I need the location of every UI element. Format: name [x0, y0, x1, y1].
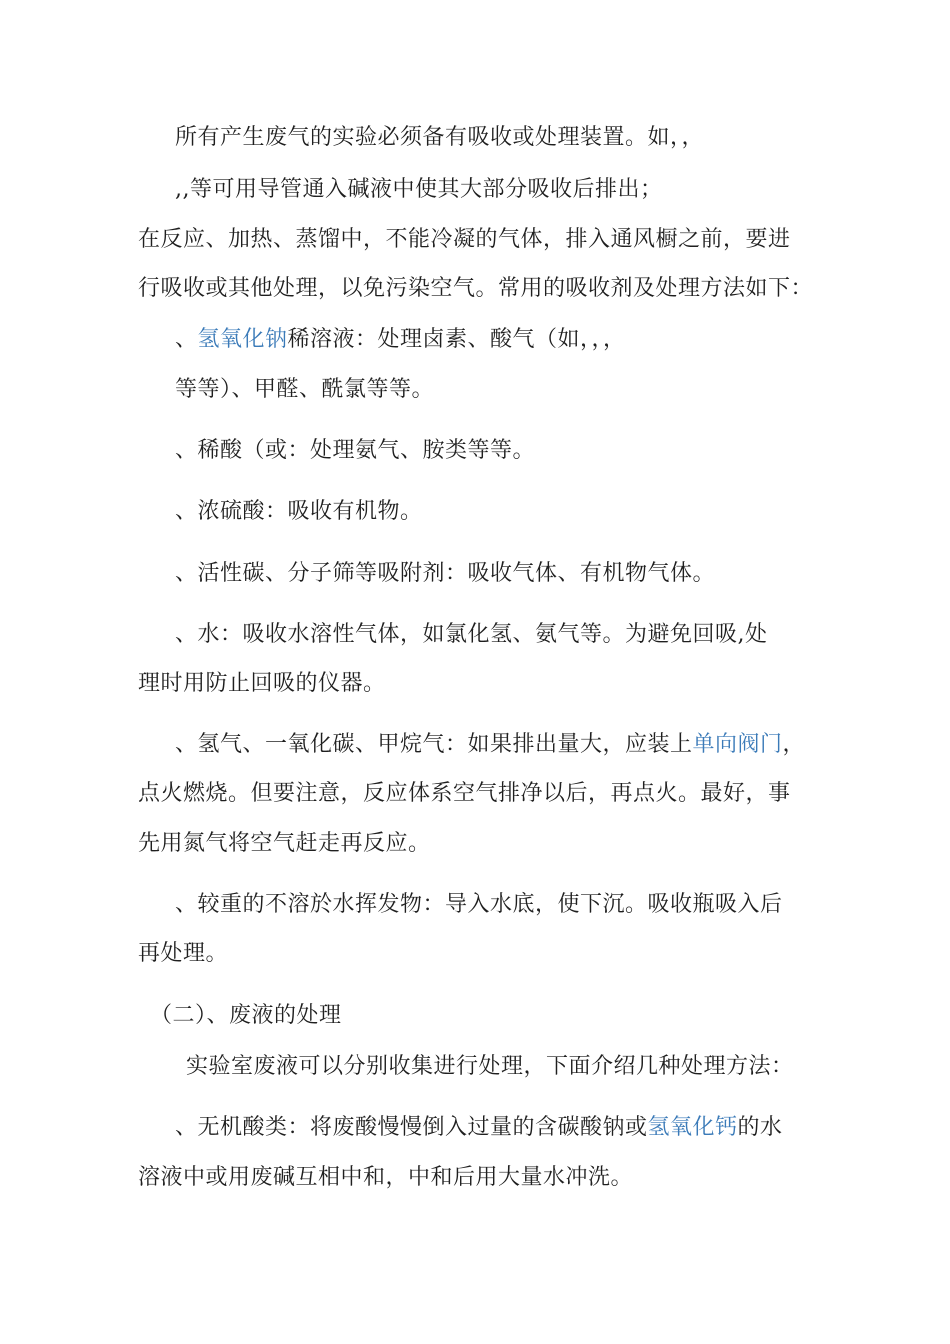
paragraph-line: 行吸收或其他处理，以免污染空气。常用的吸收剂及处理方法如下：: [138, 276, 814, 301]
sodium-hydroxide-link[interactable]: 氢氧化钠: [197, 327, 288, 352]
list-item: 、稀酸（或：处理氨气、胺类等等。: [175, 438, 536, 463]
list-item-text: 、氢气、一氧化碳、甲烷气：如果排出量大，应装上: [175, 732, 693, 757]
list-item-text: 的水: [737, 1115, 783, 1140]
paragraph-line: 再处理。: [138, 941, 229, 966]
paragraph-line: 先用氮气将空气赶走再反应。: [138, 831, 431, 856]
paragraph-line: ,,等可用导管通入碱液中使其大部分吸收后排出；: [175, 177, 663, 202]
paragraph-line: 实验室废液可以分别收集进行处理，下面介绍几种处理方法：: [186, 1054, 794, 1079]
list-item: 、水：吸收水溶性气体，如氯化氢、氨气等。为避免回吸,处: [175, 622, 768, 647]
list-item: 、活性碳、分子筛等吸附剂：吸收气体、有机物气体。: [175, 561, 716, 586]
list-item-prefix: 、: [175, 327, 198, 352]
paragraph-line: 点火燃烧。但要注意，反应体系空气排净以后，再点火。最好，事: [138, 781, 791, 806]
paragraph-line: 所有产生废气的实验必须备有吸收或处理装置。如，，: [175, 125, 705, 150]
list-item: 、浓硫酸：吸收有机物。: [175, 499, 423, 524]
check-valve-link[interactable]: 单向阀门: [692, 732, 783, 757]
paragraph-line: 溶液中或用废碱互相中和，中和后用大量水冲洗。: [138, 1165, 634, 1190]
list-item: [175, 730, 805, 760]
paragraph-line: 等等）、甲醛、酰氯等等。: [175, 377, 435, 402]
section-heading: （二）、废液的处理: [150, 1003, 342, 1028]
list-item: 、较重的不溶於水挥发物：导入水底，使下沉。吸收瓶吸入后: [175, 892, 783, 917]
list-item-text: 稀溶液：处理卤素、酸气（如，，，: [287, 327, 626, 352]
list-item-text: 、无机酸类：将废酸慢慢倒入过量的含碳酸钠或: [175, 1115, 648, 1140]
list-item-punct: ，: [782, 732, 806, 757]
paragraph-line: 理时用防止回吸的仪器。: [138, 671, 386, 696]
paragraph-line: 在反应、加热、蒸馏中，不能冷凝的气体，排入通风橱之前，要进: [138, 227, 791, 252]
list-item: [175, 1113, 783, 1143]
list-item: [175, 325, 626, 355]
calcium-hydroxide-link[interactable]: 氢氧化钙: [647, 1115, 738, 1140]
